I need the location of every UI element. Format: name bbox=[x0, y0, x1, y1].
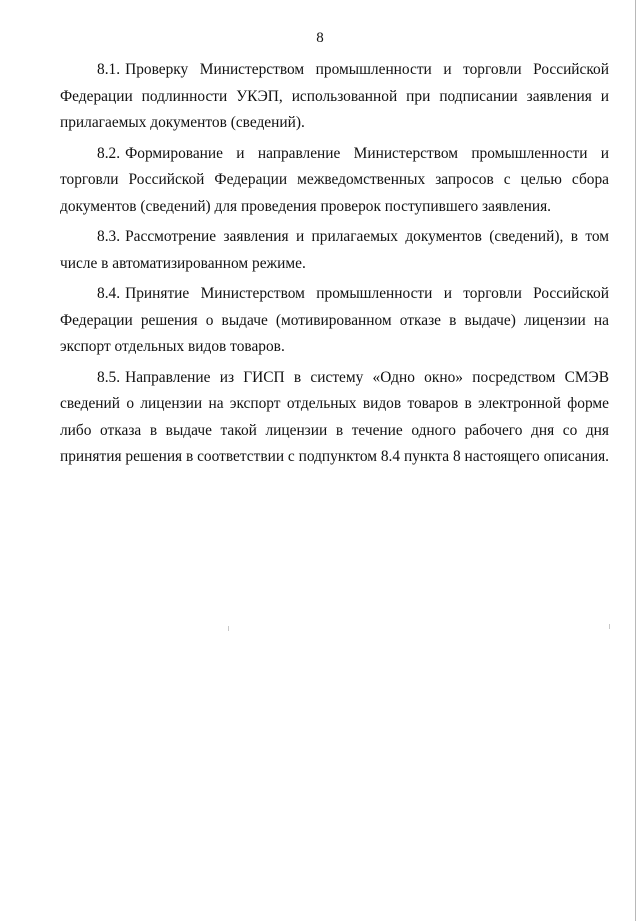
paragraph-8-3 bbox=[60, 224, 609, 277]
scan-speck bbox=[609, 624, 610, 629]
item-text: Формирование и направление Министерством промышленности и торговли Российской Федерации межведомственных запросов с целью сбора документов (сведений) для проведения проверок поступившего заявления. bbox=[60, 144, 609, 215]
item-number: 8.4. bbox=[97, 285, 121, 302]
item-text: Принятие Министерством промышленности и торговли Российской Федерации решения о выдаче (мотивированном отказе в выдаче) лицензии на экспорт отдельных видов товаров. bbox=[60, 285, 609, 355]
item-number: 8.3. bbox=[97, 228, 121, 245]
item-number: 8.2. bbox=[97, 144, 121, 162]
page-edge bbox=[635, 0, 636, 921]
item-number: 8.5. bbox=[97, 368, 121, 386]
item-text: Направление из ГИСП в систему «Одно окно» посредством СМЭВ сведений о лицензии на экспорт отдельных видов товаров в электронной форме либо отказа в выдаче такой лицензии в течение одного рабочего дня со дня принятия решения в соответствии с подпунктом 8.4 пункта 8 настоящего описания. bbox=[60, 368, 609, 465]
document-body bbox=[60, 57, 609, 475]
paragraph-8-2 bbox=[60, 141, 609, 221]
paragraph-8-1 bbox=[60, 57, 609, 137]
item-number: 8.1. bbox=[97, 61, 121, 78]
paragraph-8-5 bbox=[60, 365, 609, 471]
page-number: 8 bbox=[316, 30, 324, 46]
paragraph-8-4 bbox=[60, 281, 609, 361]
scan-speck bbox=[228, 626, 229, 631]
item-text: Проверку Министерством промышленности и торговли Российской Федерации подлинности УКЭП, использованной при подписании заявления и прилагаемых документов (сведений). bbox=[60, 61, 609, 131]
item-text: Рассмотрение заявления и прилагаемых документов (сведений), в том числе в автоматизированном режиме. bbox=[60, 228, 609, 272]
